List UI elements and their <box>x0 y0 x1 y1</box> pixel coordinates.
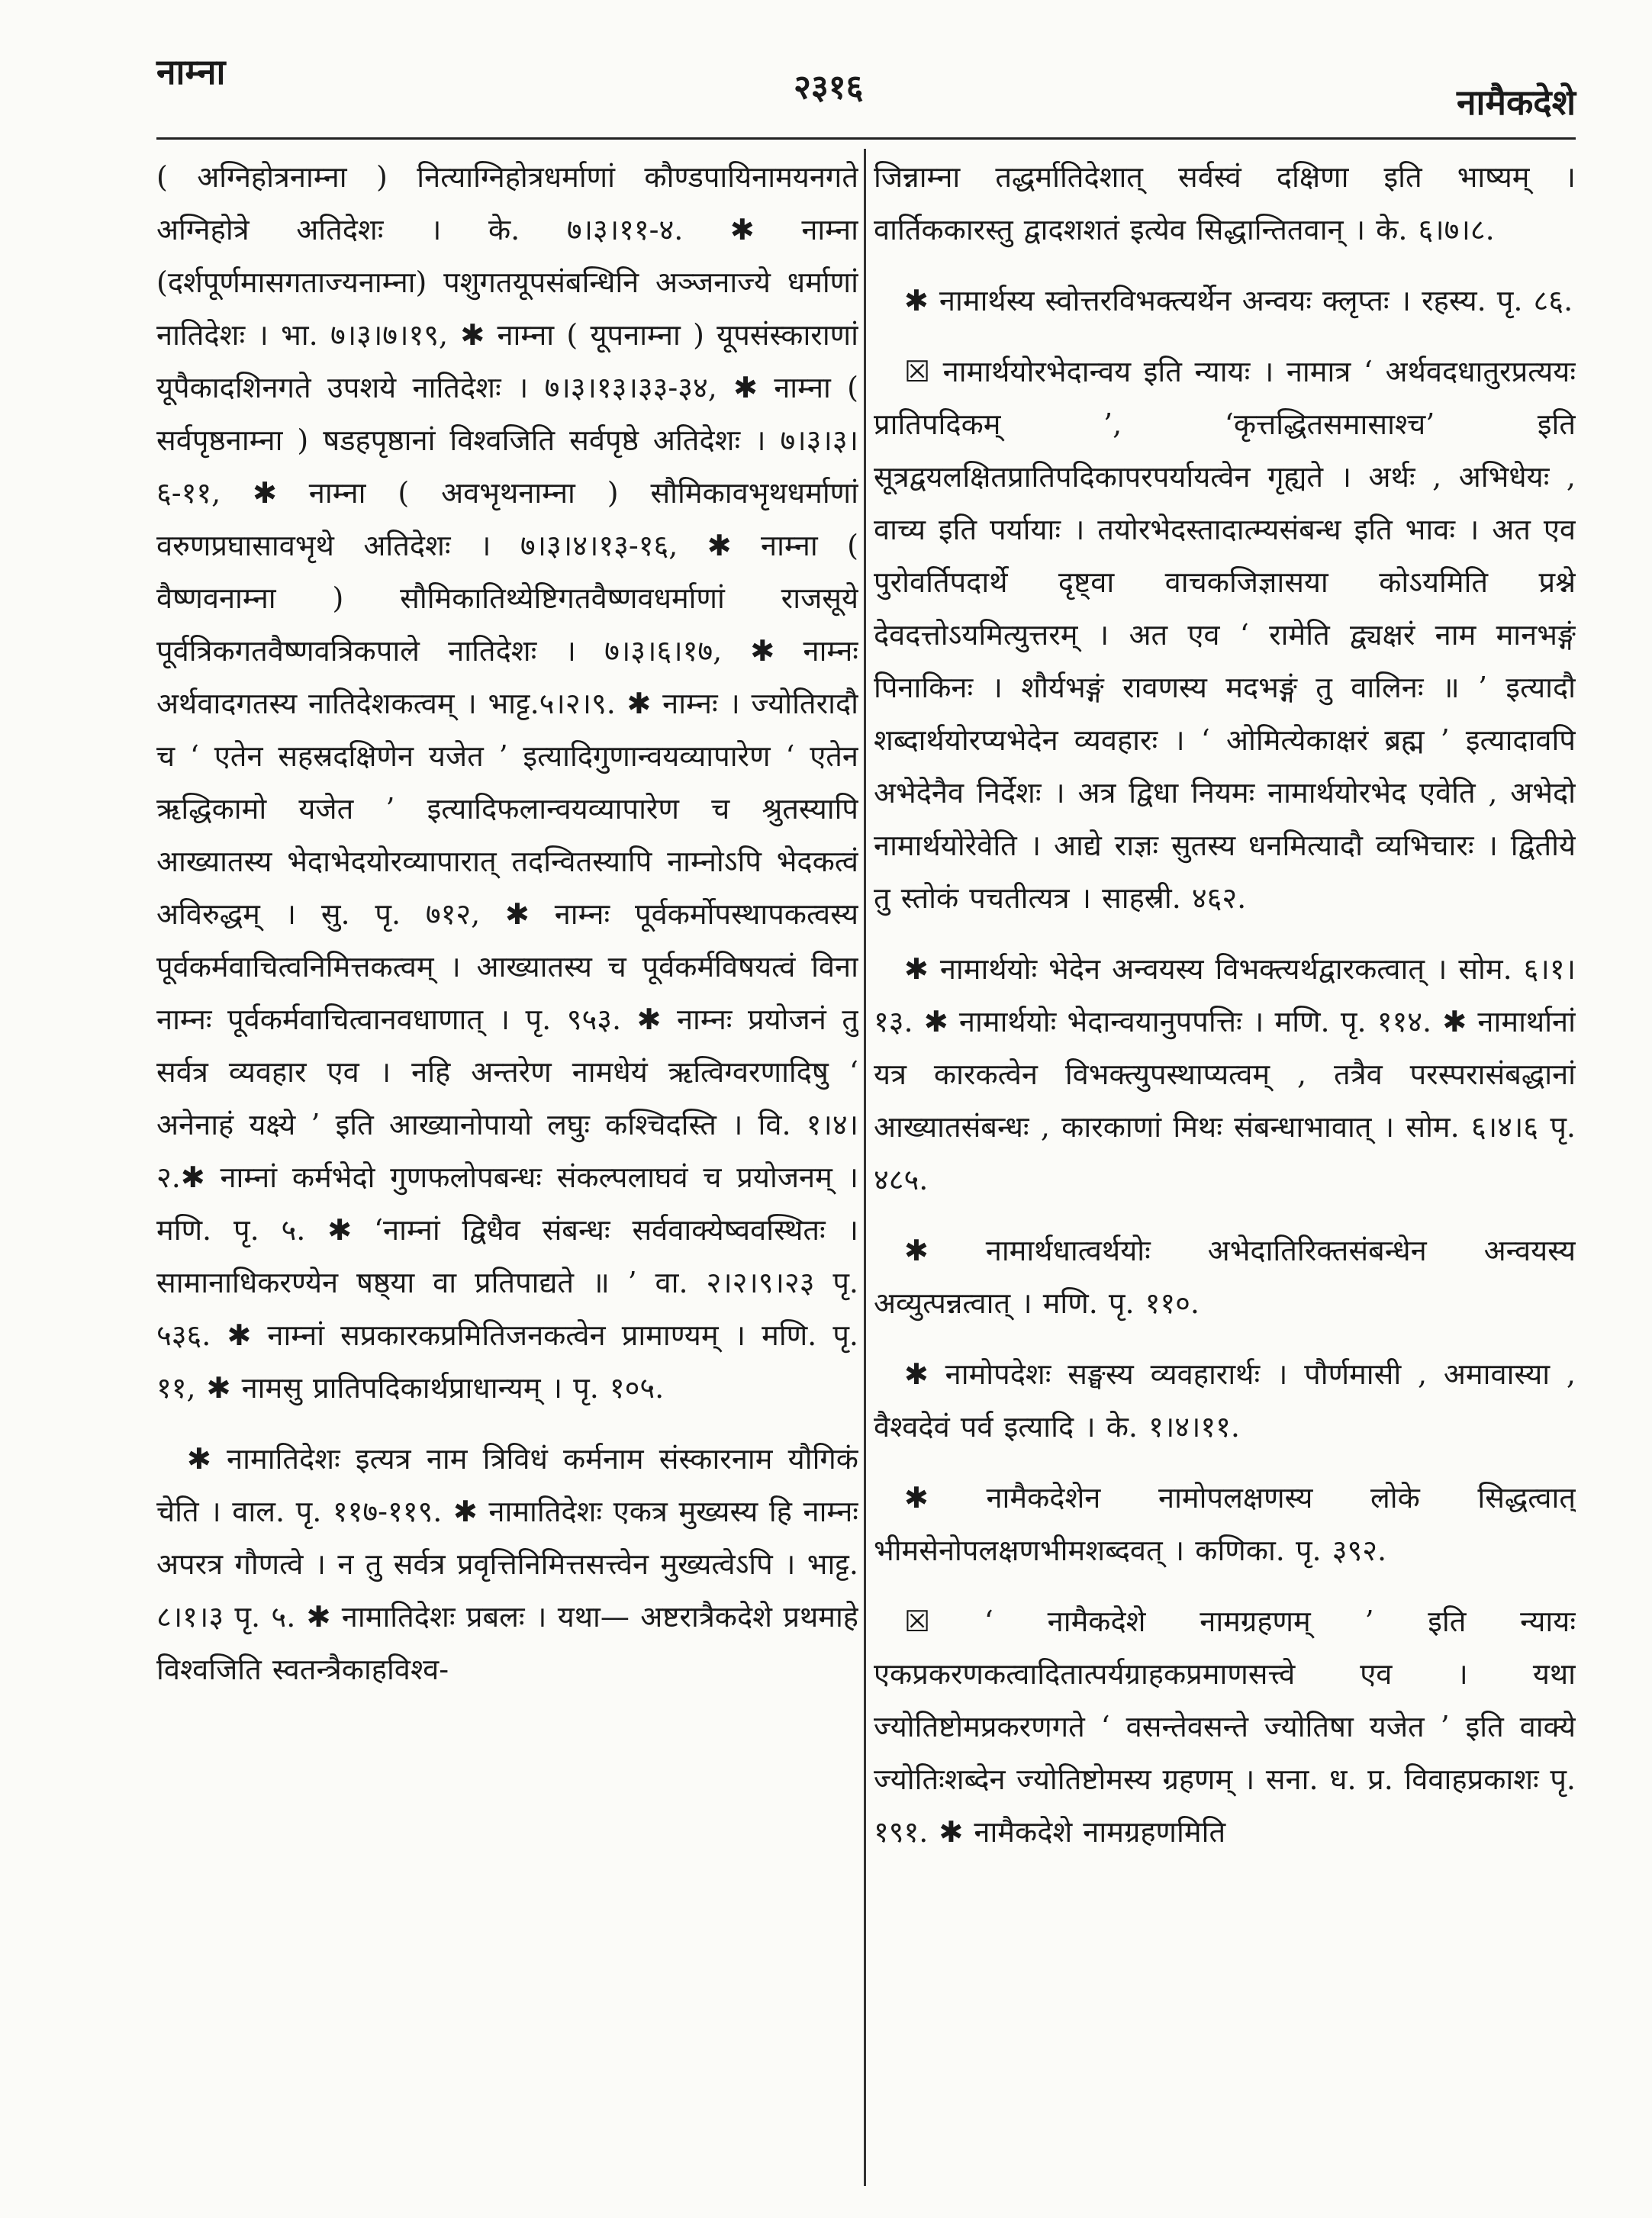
entry-paragraph: ✱ नामार्थयोः भेदेन अन्वयस्य विभक्त्यर्थद्वारकत्वात् । सोम. ६।१।१३. ✱ नामार्थयोः भेदान्वयानुपपत्तिः । मणि. पृ. ११४. ✱ नामार्थानां यत्र कारकत्वेन विभक्त्युपस्थाप्यत्वम् , तत्रैव परस्परासंबद्धानां आख्यातसंबन्धः , कारकाणां मिथः संबन्धाभावात् । सोम. ६।४।६ पृ. ४८५. <box>874 952 1576 1196</box>
column-divider <box>864 149 866 2186</box>
entry-paragraph: जिन्नाम्ना तद्धर्मातिदेशात् सर्वस्वं दक्षिणा इति भाष्यम् । वार्तिककारस्तु द्वादशशतं इत्येव सिद्धान्तितवान् । के. ६।७।८. <box>874 160 1576 246</box>
entry-paragraph: ✱ नामोपदेशः सङ्घस्य व्यवहारार्थः । पौर्णमासी , अमावास्या , वैश्वदेवं पर्व इत्यादि । के. १।४।११. <box>874 1357 1576 1444</box>
running-head-right: नामैकदेशे <box>1457 82 1576 123</box>
entry-paragraph: ☒ ‘ नामैकदेशे नामग्रहणम् ’ इति न्यायः एकप्रकरणकत्वादितात्पर्यग्राहकप्रमाणसत्त्वे एव । यथा ज्योतिष्टोमप्रकरणगते ‘ वसन्तेवसन्ते ज्योतिषा यजेत ’ इति वाक्ये ज्योतिःशब्देन ज्योतिष्टोमस्य ग्रहणम् । सना. ध. प्र. विवाहप्रकाशः पृ. १९१. ✱ नामैकदेशे नामग्रहणमिति <box>874 1605 1576 1849</box>
right-column <box>874 151 1576 2181</box>
entry-paragraph: ✱ नामार्थधात्वर्थयोः अभेदातिरिक्तसंबन्धेन अन्वयस्य अव्युत्पन्नत्वात् । मणि. पृ. ११०. <box>874 1234 1576 1320</box>
entry-paragraph: ✱ नामार्थस्य स्वोत्तरविभक्त्यर्थेन अन्वयः क्लृप्तः । रहस्य. पृ. ८६. <box>904 284 1573 317</box>
entry-paragraph: ✱ नामातिदेशः इत्यत्र नाम त्रिविधं कर्मनाम संस्कारनाम यौगिकं चेति । वाल. पृ. ११७-११९. ✱ नामातिदेशः एकत्र मुख्यस्य हि नाम्नः अपरत्र गौणत्वे । न तु सर्वत्र प्रवृत्तिनिमित्तसत्त्वेन मुख्यत्वेऽपि । भाट्ट. ८।१।३ पृ. ५. ✱ नामातिदेशः प्रबलः । यथा— अष्टरात्रैकदेशे प्रथमाहे विश्वजिति स्वतन्त्रैकाहविश्व- <box>156 1442 858 1686</box>
page-header <box>0 0 1652 145</box>
entry-paragraph: ☒ नामार्थयोरभेदान्वय इति न्यायः । नामात्र ‘ अर्थवदधातुरप्रत्ययः प्रातिपदिकम् ’, ‘कृत्तद्धितसमासाश्च’ इति सूत्रद्वयलक्षितप्रातिपदिकापरपर्यायत्वेन गृह्यते । अर्थः , अभिधेयः , वाच्य इति पर्यायाः । तयोरभेदस्तादात्म्यसंबन्ध इति भावः । अत एव पुरोवर्तिपदार्थे दृष्ट्वा वाचकजिज्ञासया कोऽयमिति प्रश्ने देवदत्तोऽयमित्युत्तरम् । अत एव ‘ रामेति द्व्यक्षरं नाम मानभङ्गं पिनाकिनः । शौर्यभङ्गं रावणस्य मदभङ्गं तु वालिनः ॥ ’ इत्यादौ शब्दार्थयोरप्यभेदेन व्यवहारः । ‘ ओमित्येकाक्षरं ब्रह्म ’ इत्यादावपि अभेदेनैव निर्देशः । अत्र द्विधा नियमः नामार्थयोरभेद एवेति , अभेदो नामार्थयोरेवेति । आद्ये राज्ञः सुतस्य धनमित्यादौ व्यभिचारः । द्वितीये तु स्तोकं पचतीत्यत्र । साहस्री. ४६२. <box>874 355 1576 915</box>
left-column <box>156 151 858 2181</box>
entry-paragraph: ✱ नामैकदेशेन नामोपलक्षणस्य लोके सिद्धत्वात् भीमसेनोपलक्षणभीमशब्दवत् । कणिका. पृ. ३९२. <box>874 1481 1576 1567</box>
page-number: २३१६ <box>794 68 864 107</box>
running-head-left: नाम्ना <box>156 51 226 92</box>
header-rule <box>156 137 1576 140</box>
entry-paragraph: ( अग्निहोत्रनाम्ना ) नित्याग्निहोत्रधर्माणां कौण्डपायिनामयनगते अग्निहोत्रे अतिदेशः । के. ७।३।११-४. ✱ नाम्ना (दर्शपूर्णमासगताज्यनाम्ना) पशुगतयूपसंबन्धिनि अञ्जनाज्ये धर्माणां नातिदेशः । भा. ७।३।७।१९, ✱ नाम्ना ( यूपनाम्ना ) यूपसंस्काराणां यूपैकादशिनगते उपशये नातिदेशः । ७।३।१३।३३-३४, ✱ नाम्ना ( सर्वपृष्ठनाम्ना ) षडहपृष्ठानां विश्वजिति सर्वपृष्ठे अतिदेशः । ७।३।३।६-११, ✱ नाम्ना ( अवभृथनाम्ना ) सौमिकावभृथधर्माणां वरुणप्रघासावभृथे अतिदेशः । ७।३।४।१३-१६, ✱ नाम्ना ( वैष्णवनाम्ना ) सौमिकातिथ्येष्टिगतवैष्णवधर्माणां राजसूये पूर्वत्रिकगतवैष्णवत्रिकपाले नातिदेशः । ७।३।६।१७, ✱ नाम्नः अर्थवादगतस्य नातिदेशकत्वम् । भाट्ट.५।२।९. ✱ नाम्नः । ज्योतिरादौ च ‘ एतेन सहस्रदक्षिणेन यजेत ’ इत्यादिगुणान्वयव्यापारेण ‘ एतेन ऋद्धिकामो यजेत ’ इत्यादिफलान्वयव्यापारेण च श्रुतस्यापि आख्यातस्य भेदाभेदयोरव्यापारात् तदन्वितस्यापि नाम्नोऽपि भेदकत्वं अविरुद्धम् । सु. पृ. ७१२, ✱ नाम्नः पूर्वकर्मोपस्थापकत्वस्य पूर्वकर्मवाचित्वनिमित्तकत्वम् । आख्यातस्य च पूर्वकर्मविषयत्वं विना नाम्नः पूर्वकर्मवाचित्वानवधाणात् । पृ. ९५३. ✱ नाम्नः प्रयोजनं तु सर्वत्र व्यवहार एव । नहि अन्तरेण नामधेयं ऋत्विग्वरणादिषु ‘ अनेनाहं यक्ष्ये ’ इति आख्यानोपायो लघुः कश्चिदस्ति । वि. १।४।२.✱ नाम्नां कर्मभेदो गुणफलोपबन्धः संकल्पलाघवं च प्रयोजनम् । मणि. पृ. ५. ✱ ‘नाम्नां द्विधैव संबन्धः सर्ववाक्येष्ववस्थितः । सामानाधिकरण्येन षष्ठ्या वा प्रतिपाद्यते ॥ ’ वा. २।२।९।२३ पृ. ५३६. ✱ नाम्नां सप्रकारकप्रमितिजनकत्वेन प्रामाण्यम् । मणि. पृ. ११, ✱ नामसु प्रातिपदिकार्थप्राधान्यम् । पृ. १०५. <box>156 160 858 1405</box>
